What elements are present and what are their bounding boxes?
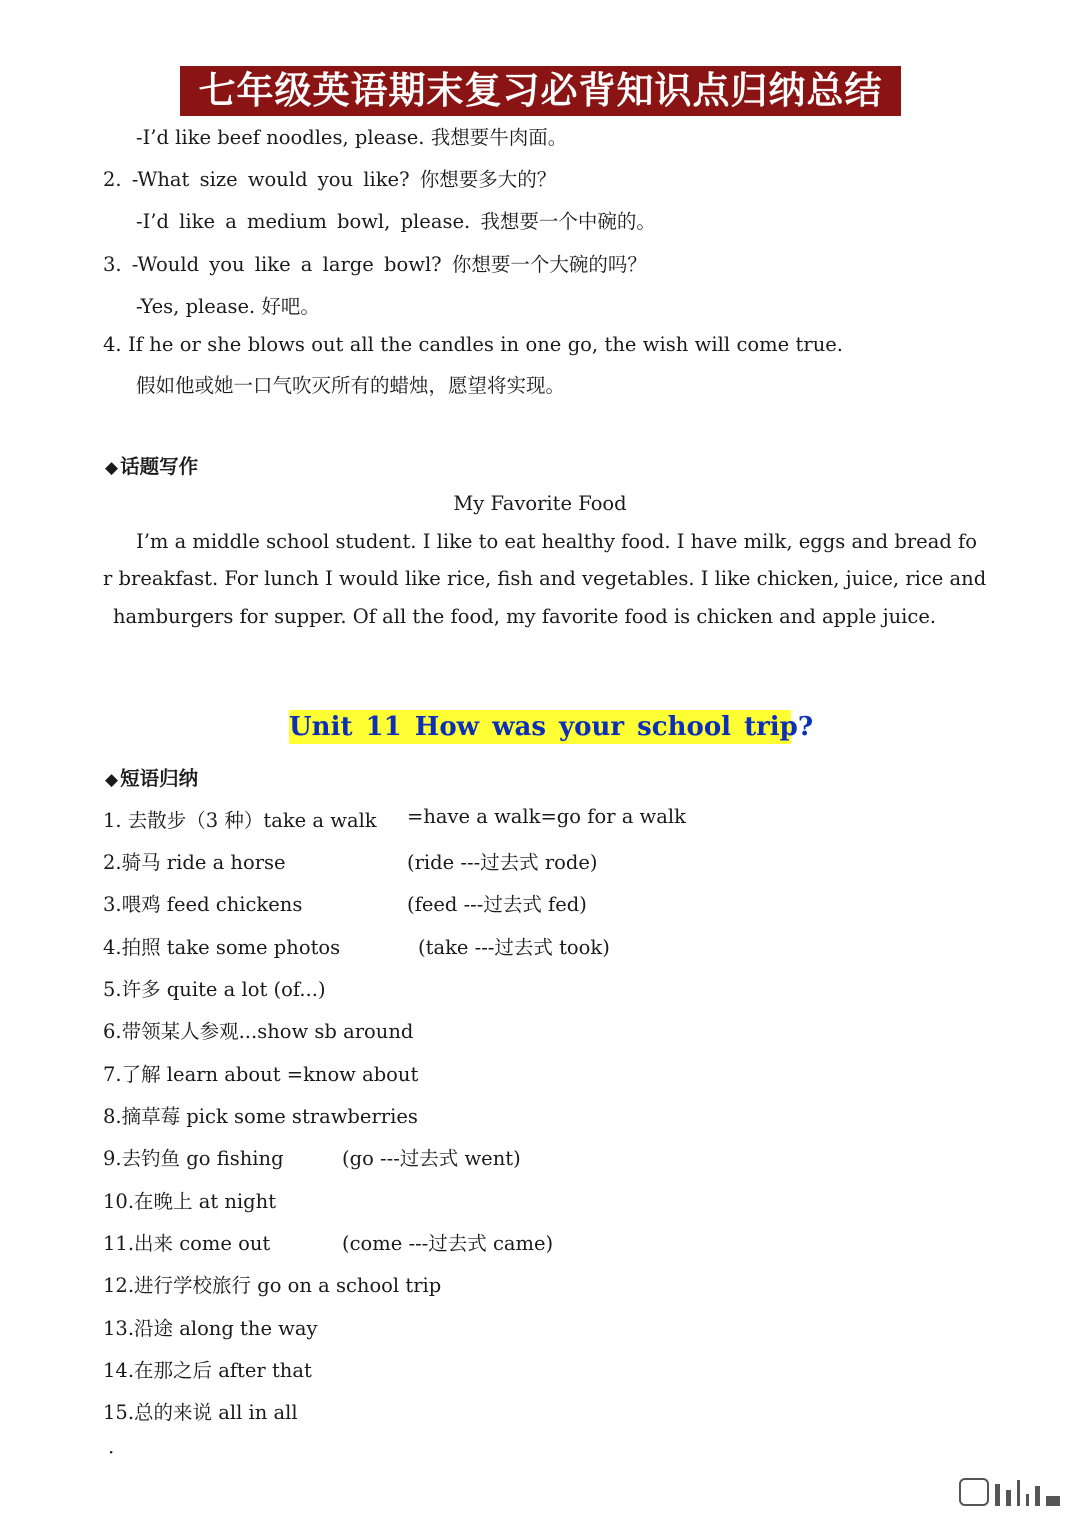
page-title: 七年级英语期末复习必背知识点归纳总结 xyxy=(180,66,901,116)
phrase-item: 7.了解 learn about =know about xyxy=(103,1063,419,1086)
bullet-dot: · xyxy=(108,1440,115,1464)
phrase-item: 6.带领某人参观...show sb around xyxy=(103,1020,414,1043)
phrase-item: 11.出来 come out xyxy=(103,1232,271,1255)
phrase-item: 13.沿途 along the way xyxy=(103,1317,318,1340)
diamond-icon: ◆ xyxy=(105,770,119,790)
phrase-item: 14.在那之后 after that xyxy=(103,1359,312,1382)
writing-heading xyxy=(105,451,198,479)
phrase-note: (take ---过去式 took) xyxy=(418,936,610,959)
phrase-item: 10.在晚上 at night xyxy=(103,1190,277,1213)
phrase-item: 2.骑马 ride a horse xyxy=(103,851,286,874)
sentence-4: 4. If he or she blows out all the candles in one go, the wish will come true. xyxy=(103,333,843,356)
writing-heading-label: 话题写作 xyxy=(120,455,199,478)
essay-line-1: I’m a middle school student. I like to eat healthy food. I have milk, eggs and bread fo xyxy=(136,530,977,553)
unit-title: Unit 11 How was your school trip? xyxy=(289,712,814,742)
phrase-item: 4.拍照 take some photos xyxy=(103,936,341,959)
phrase-note: (go ---过去式 went) xyxy=(342,1147,521,1170)
sentence-3-answer: -Yes, please. 好吧。 xyxy=(136,295,320,318)
essay-title: My Favorite Food xyxy=(453,492,627,515)
diamond-icon: ◆ xyxy=(105,458,119,478)
phrase-item: 3.喂鸡 feed chickens xyxy=(103,893,303,916)
phrase-note: =have a walk=go for a walk xyxy=(407,805,686,828)
phrase-note: (feed ---过去式 fed) xyxy=(407,893,587,916)
sentence-2-question: 2. -What size would you like? 你想要多大的？ xyxy=(103,168,557,191)
bars-logo-icon xyxy=(959,1478,1060,1506)
sentence-3-question: 3. -Would you like a large bowl? 你想要一个大碗的吗？ xyxy=(103,253,647,276)
phrase-note: (come ---过去式 came) xyxy=(342,1232,554,1255)
phrase-item: 12.进行学校旅行 go on a school trip xyxy=(103,1274,442,1297)
essay-line-2: r breakfast. For lunch I would like rice, fish and vegetables. I like chicken, juice, rice and xyxy=(103,567,987,590)
phrase-item: 15.总的来说 all in all xyxy=(103,1401,298,1424)
phrase-note: (ride ---过去式 rode) xyxy=(407,851,598,874)
phrase-item: 9.去钓鱼 go fishing xyxy=(103,1147,284,1170)
sentence-4-translation: 假如他或她一口气吹灭所有的蜡烛，愿望将实现。 xyxy=(136,374,566,397)
essay-line-3: hamburgers for supper. Of all the food, my favorite food is chicken and apple juice. xyxy=(113,605,937,628)
phrase-item: 8.摘草莓 pick some strawberries xyxy=(103,1105,418,1128)
phrase-item: 5.许多 quite a lot (of...) xyxy=(103,978,326,1001)
phrases-heading-label: 短语归纳 xyxy=(120,767,199,790)
phrases-heading xyxy=(105,763,198,791)
sentence-2-answer: -I’d like a medium bowl, please. 我想要一个中碗的。 xyxy=(136,210,656,233)
phrase-item: 1. 去散步（3 种）take a walk xyxy=(103,809,377,832)
sentence-1-answer: -I’d like beef noodles, please. 我想要牛肉面。 xyxy=(136,126,568,149)
